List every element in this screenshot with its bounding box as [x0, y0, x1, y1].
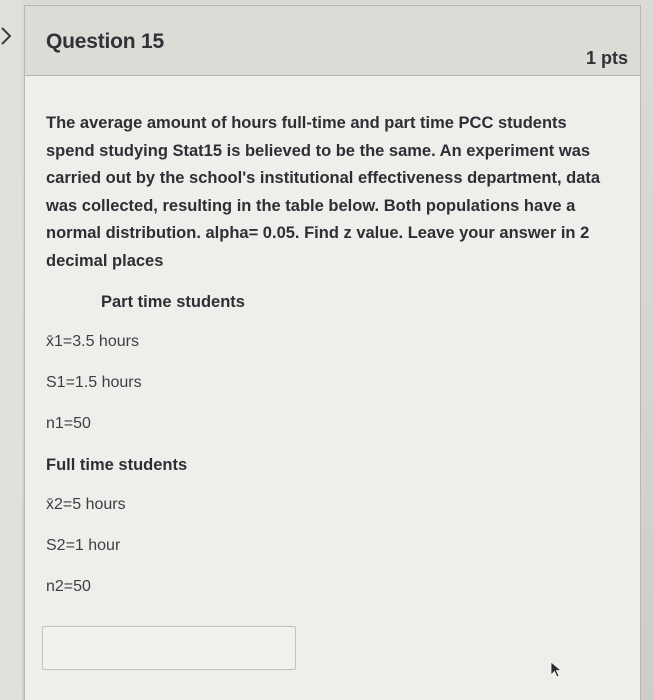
prompt-line: normal distribution. alpha= 0.05. Find z value. Leave your answer in 2	[46, 224, 590, 242]
left-nav-strip	[0, 0, 22, 700]
question-header	[25, 6, 640, 76]
prompt-line: The average amount of hours full-time and part time PCC students	[46, 114, 567, 132]
chevron-right-icon[interactable]	[0, 24, 18, 48]
full-time-sd: S2=1 hour	[46, 537, 121, 554]
part-time-heading: Part time students	[101, 293, 245, 311]
full-time-mean: x̄2=5 hours	[46, 496, 126, 513]
full-time-n: n2=50	[46, 578, 91, 595]
part-time-n: n1=50	[46, 415, 91, 432]
prompt-line: spend studying Stat15 is believed to be the same. An experiment was	[46, 141, 591, 160]
question-body	[46, 110, 616, 275]
part-time-mean: x̄1=3.5 hours	[46, 333, 139, 350]
prompt-line: carried out by the school's institutional effectiveness department, data	[46, 169, 601, 187]
question-title: Question 15	[46, 30, 164, 53]
answer-input[interactable]	[42, 626, 296, 670]
mouse-cursor-icon	[550, 661, 564, 679]
part-time-sd: S1=1.5 hours	[46, 374, 142, 391]
prompt-line: decimal places	[46, 251, 164, 270]
full-time-heading: Full time students	[46, 456, 188, 474]
question-points: 1 pts	[585, 48, 628, 68]
question-card	[24, 5, 641, 700]
prompt-line: was collected, resulting in the table below. Both populations have a	[46, 196, 576, 215]
question-prompt	[46, 110, 616, 275]
